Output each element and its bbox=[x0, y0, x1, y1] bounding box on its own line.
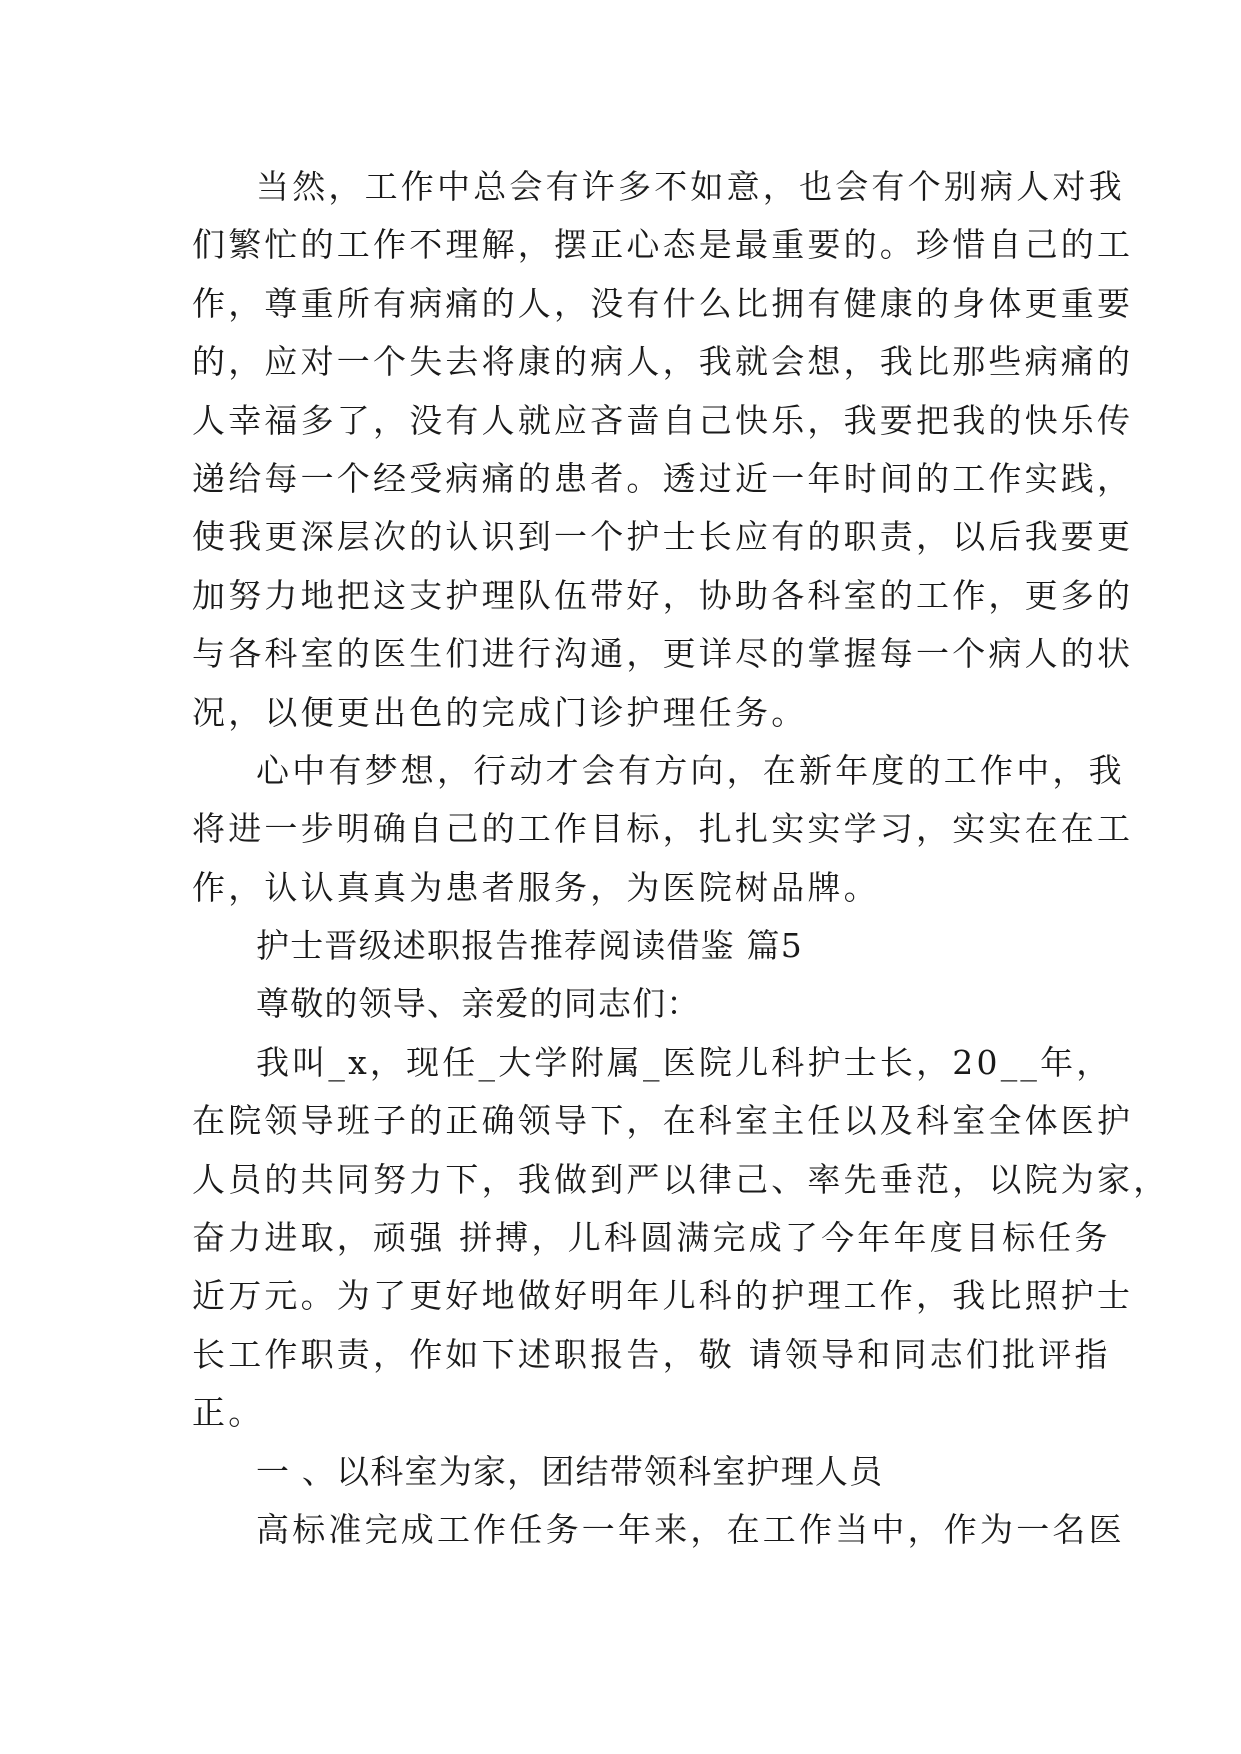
paragraph-line: 将进一步明确自己的工作目标，扎扎实实学习，实实在在工 bbox=[192, 809, 1134, 849]
subsection-heading: 一 、以科室为家，团结带领科室护理人员 bbox=[256, 1451, 884, 1491]
section-heading: 护士晋级述职报告推荐阅读借鉴 篇5 bbox=[256, 926, 803, 966]
paragraph-line: 长工作职责，作如下述职报告，敬 请领导和同志们批评指 bbox=[192, 1334, 1111, 1374]
document-page bbox=[192, 158, 1170, 1559]
paragraph-line: 加努力地把这支护理队伍带好，协助各科室的工作，更多的 bbox=[192, 575, 1134, 615]
paragraph-line: 奋力进取，顽强 拼搏，儿科圆满完成了今年年度目标任务 bbox=[192, 1218, 1111, 1258]
paragraph-line: 我叫_x，现任_大学附属_医院儿科护士长，20__年， bbox=[256, 1042, 1113, 1082]
paragraph-line: 正。 bbox=[192, 1393, 265, 1433]
paragraph-line: 作，认认真真为患者服务，为医院树品牌。 bbox=[192, 867, 880, 907]
paragraph-line: 与各科室的医生们进行沟通，更详尽的掌握每一个病人的状 bbox=[192, 634, 1134, 674]
paragraph-line: 在院领导班子的正确领导下，在科室主任以及科室全体医护 bbox=[192, 1101, 1134, 1141]
paragraph-line: 当然，工作中总会有许多不如意，也会有个别病人对我 bbox=[256, 167, 1125, 206]
paragraph-line: 递给每一个经受病痛的患者。透过近一年时间的工作实践， bbox=[192, 458, 1134, 498]
paragraph-line: 的，应对一个失去将康的病人，我就会想，我比那些病痛的 bbox=[192, 342, 1134, 382]
salutation: 尊敬的领导、亲爱的同志们： bbox=[256, 984, 701, 1024]
paragraph-line: 人幸福多了，没有人就应吝啬自己快乐，我要把我的快乐传 bbox=[192, 400, 1134, 440]
paragraph-line: 近万元。为了更好地做好明年儿科的护理工作，我比照护士 bbox=[192, 1276, 1134, 1316]
paragraph-line: 们繁忙的工作不理解，摆正心态是最重要的。珍惜自己的工 bbox=[192, 225, 1134, 265]
paragraph-line: 心中有梦想，行动才会有方向，在新年度的工作中，我 bbox=[256, 750, 1125, 790]
paragraph-line: 作，尊重所有病痛的人，没有什么比拥有健康的身体更重要 bbox=[192, 283, 1134, 323]
paragraph-line: 况，以便更出色的完成门诊护理任务。 bbox=[192, 692, 808, 732]
paragraph-line: 使我更深层次的认识到一个护士长应有的职责，以后我要更 bbox=[192, 517, 1134, 557]
paragraph-line: 人员的共同努力下，我做到严以律己、率先垂范，以院为家， bbox=[192, 1159, 1170, 1199]
paragraph-line: 高标准完成工作任务一年来，在工作当中，作为一名医 bbox=[256, 1509, 1125, 1549]
